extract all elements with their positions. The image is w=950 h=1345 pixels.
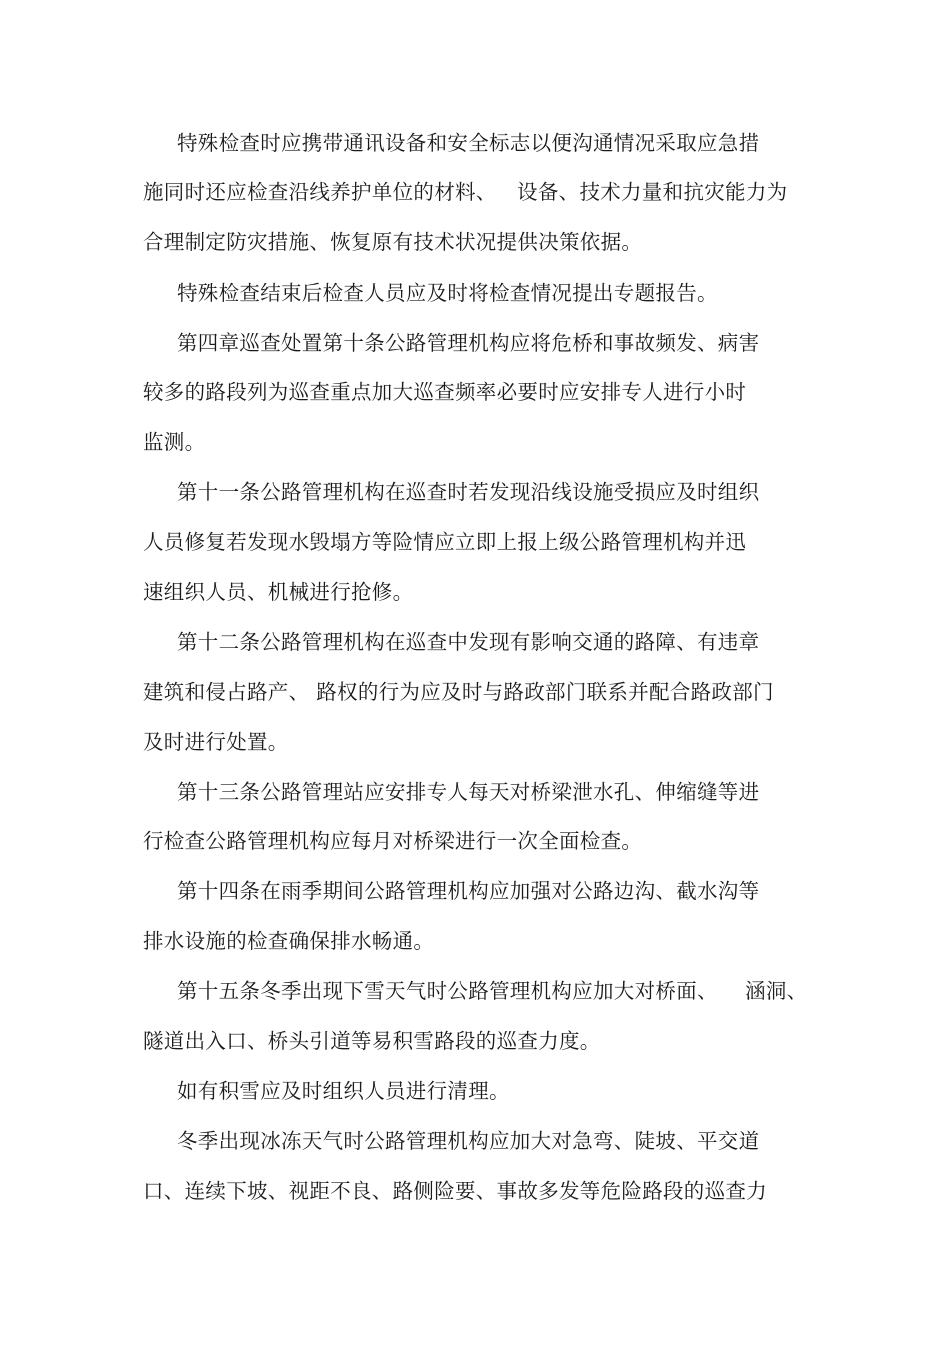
paragraph-line: 第十五条冬季出现下雪天气时公路管理机构应加大对桥面、 涵洞、 <box>177 979 808 1003</box>
paragraph-line: 第四章巡查处置第十条公路管理机构应将危桥和事故频发、病害 <box>177 331 760 355</box>
paragraph-line: 行检查公路管理机构应每月对桥梁进行一次全面检查。 <box>143 829 643 853</box>
paragraph-line: 排水设施的检查确保排水畅通。 <box>143 929 435 953</box>
paragraph-line: 第十三条公路管理站应安排专人每天对桥梁泄水孔、伸缩缝等进 <box>177 780 760 804</box>
paragraph-line: 建筑和侵占路产、 路权的行为应及时与路政部门联系并配合路政部门 <box>143 680 774 704</box>
paragraph-line: 第十二条公路管理机构在巡查中发现有影响交通的路障、有违章 <box>177 630 760 654</box>
paragraph-line: 特殊检查时应携带通讯设备和安全标志以便沟通情况采取应急措 <box>177 131 760 155</box>
paragraph-line: 第十一条公路管理机构在巡查时若发现沿线设施受损应及时组织 <box>177 480 760 504</box>
paragraph-line: 特殊检查结束后检查人员应及时将检查情况提出专题报告。 <box>177 281 718 305</box>
paragraph-line: 合理制定防灾措施、恢复原有技术状况提供决策依据。 <box>143 230 643 254</box>
paragraph-line: 人员修复若发现水毁塌方等险情应立即上报上级公路管理机构并迅 <box>143 530 747 554</box>
paragraph-line: 及时进行处置。 <box>143 730 289 754</box>
paragraph-line: 冬季出现冰冻天气时公路管理机构应加大对急弯、陡坡、平交道 <box>177 1129 760 1153</box>
paragraph-line: 监测。 <box>143 430 206 454</box>
paragraph-line: 如有积雪应及时组织人员进行清理。 <box>177 1079 510 1103</box>
paragraph-line: 较多的路段列为巡查重点加大巡查频率必要时应安排专人进行小时 <box>143 380 747 404</box>
paragraph-line: 第十四条在雨季期间公路管理机构应加强对公路边沟、截水沟等 <box>177 879 760 903</box>
paragraph-line: 隧道出入口、桥头引道等易积雪路段的巡查力度。 <box>143 1029 601 1053</box>
paragraph-line: 施同时还应检查沿线养护单位的材料、 设备、技术力量和抗灾能力为 <box>143 180 788 204</box>
paragraph-line: 口、连续下坡、视距不良、路侧险要、事故多发等危险路段的巡查力 <box>143 1179 767 1203</box>
paragraph-line: 速组织人员、机械进行抢修。 <box>143 580 414 604</box>
